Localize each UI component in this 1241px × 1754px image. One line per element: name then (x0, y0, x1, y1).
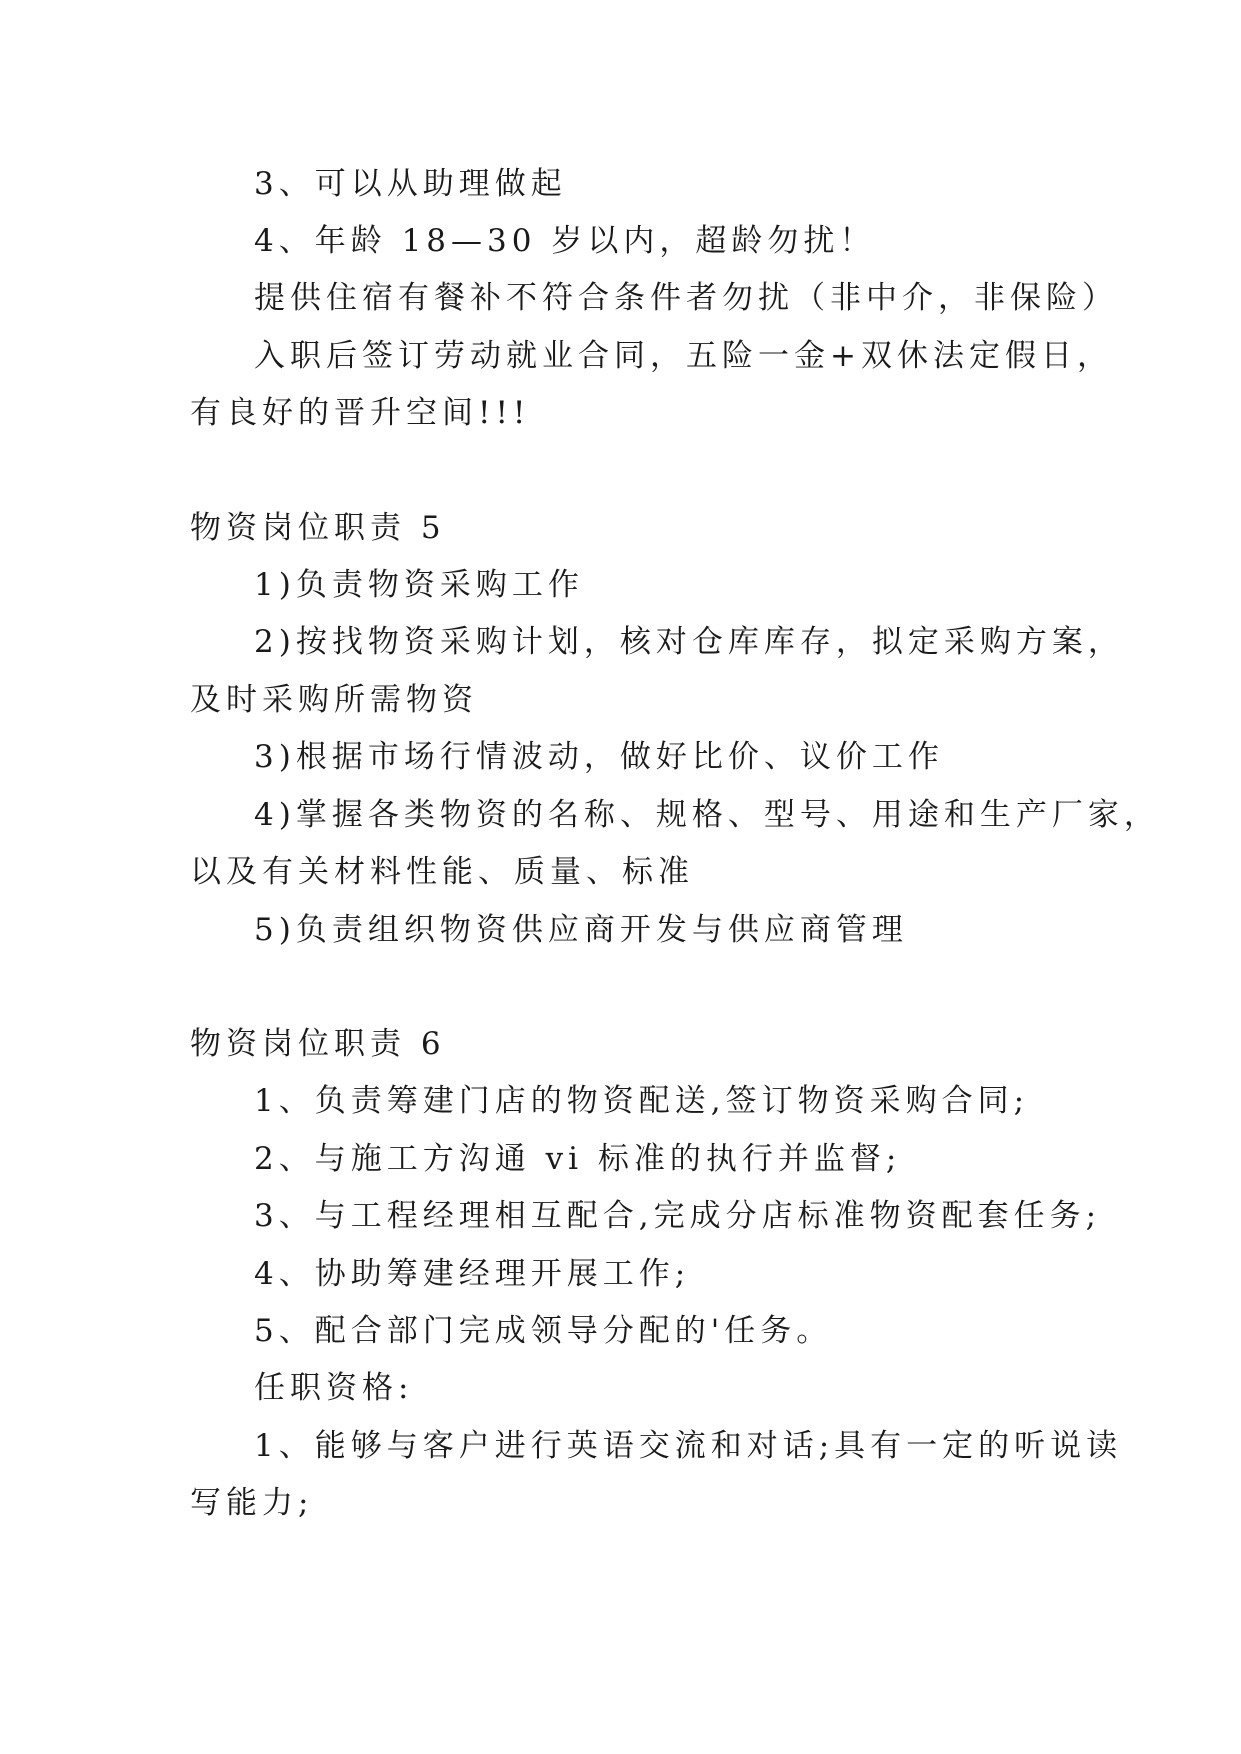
list-item-continuation: 及时采购所需物资 (190, 682, 478, 718)
list-item-continuation: 以及有关材料性能、质量、标准 (190, 854, 694, 890)
list-item: 3)根据市场行情波动，做好比价、议价工作 (254, 739, 944, 775)
list-item: 5)负责组织物资供应商开发与供应商管理 (254, 912, 908, 948)
list-item: 4)掌握各类物资的名称、规格、型号、用途和生产厂家， (254, 797, 1160, 833)
subheading: 任职资格: (254, 1370, 414, 1406)
paragraph-line: 有良好的晋升空间!!! (190, 395, 531, 431)
section-heading: 物资岗位职责 5 (190, 510, 446, 546)
section-heading: 物资岗位职责 6 (190, 1026, 446, 1062)
list-item: 2)按找物资采购计划，核对仓库库存，拟定采购方案， (254, 624, 1124, 660)
paragraph-line: 入职后签订劳动就业合同，五险一金+双休法定假日， (254, 338, 1113, 374)
list-item: 5、配合部门完成领导分配的'任务。 (254, 1313, 833, 1349)
paragraph-line: 提供住宿有餐补不符合条件者勿扰（非中介，非保险） (254, 280, 1118, 316)
list-item: 4、协助筹建经理开展工作; (254, 1256, 691, 1292)
list-item: 1)负责物资采购工作 (254, 567, 584, 603)
list-item: 1、负责筹建门店的物资配送,签订物资采购合同; (254, 1083, 1030, 1119)
list-item: 2、与施工方沟通 vi 标准的执行并监督; (254, 1141, 902, 1177)
paragraph-line: 3、可以从助理做起 (254, 166, 567, 202)
list-item-continuation: 写能力; (190, 1485, 314, 1521)
list-item: 1、能够与客户进行英语交流和对话;具有一定的听说读 (254, 1428, 1123, 1464)
list-item: 3、与工程经理相互配合,完成分店标准物资配套任务; (254, 1198, 1102, 1234)
paragraph-line: 4、年龄 18—30 岁以内，超龄勿扰！ (254, 223, 876, 259)
